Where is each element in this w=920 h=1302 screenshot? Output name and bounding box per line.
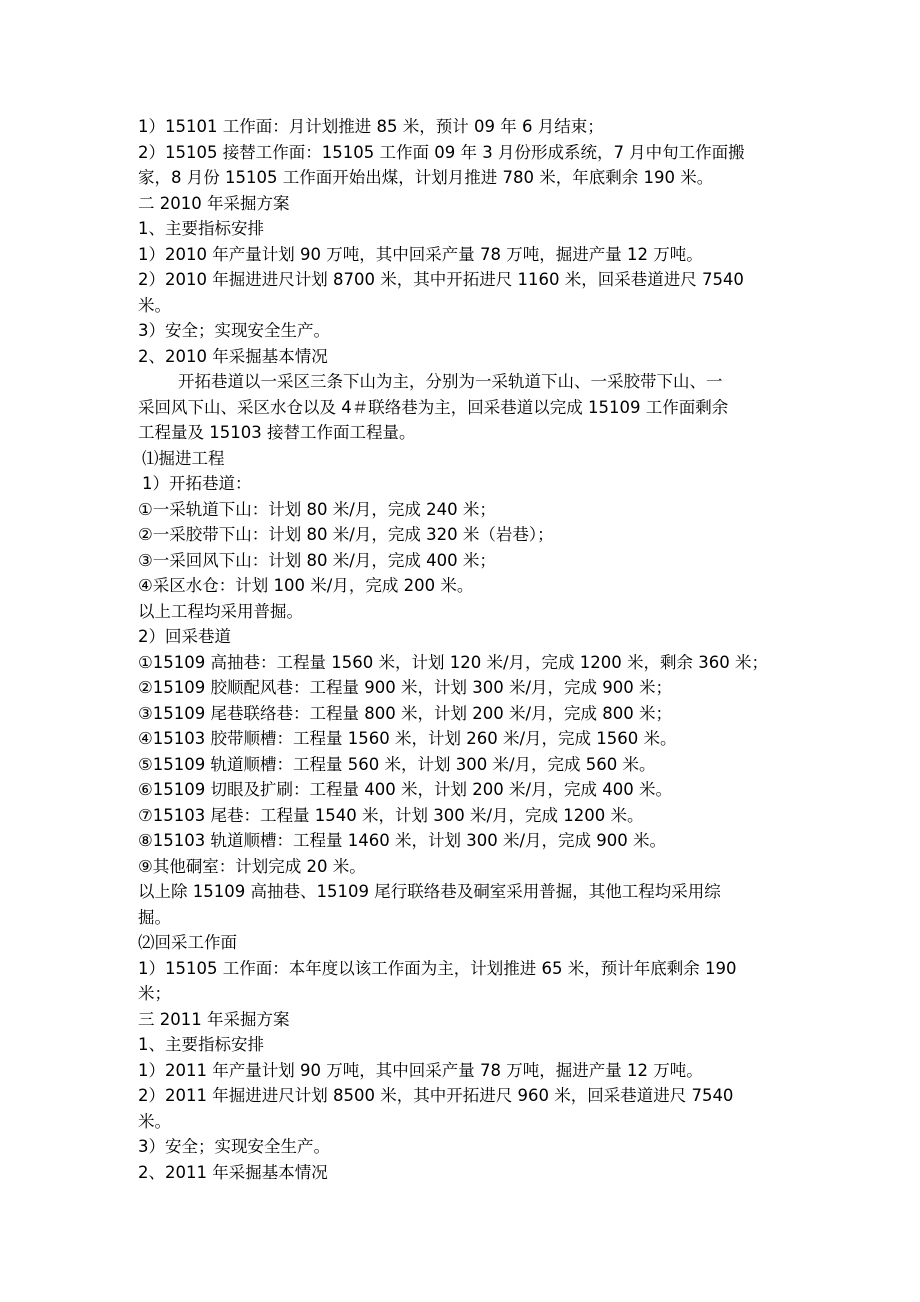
paragraph-development-roadway-a: 开拓巷道以一采区三条下山为主，分别为一采轨道下山、一采胶带下山、一	[178, 372, 723, 391]
text-line-excavation-method-b: 掘。	[138, 907, 171, 927]
text-line-footage-plan-2011-a: 2）2011 年掘进进尺计划 8500 米，其中开拓进尺 960 米，回采巷道进尺 7540	[138, 1086, 734, 1105]
subheading-mining-roadway: 2）回采巷道	[138, 627, 231, 646]
paragraph-development-roadway-c: 工程量及 15103 接替工作面工程量。	[138, 423, 416, 442]
text-line-footage-plan-2010-b: 米。	[138, 295, 171, 315]
text-line-output-plan-2010: 1）2010 年产量计划 90 万吨，其中回采产量 78 万吨，掘进产量 12 万吨。	[138, 244, 703, 264]
list-item-15109-cut-eye: ⑥15109 切眼及扩刷：工程量 400 米，计划 200 米/月，完成 400 米。	[138, 780, 673, 799]
document-body	[138, 114, 788, 1185]
list-item-water-sump: ④采区水仓：计划 100 米/月，完成 200 米。	[138, 576, 474, 595]
list-item-15109-track-gateway: ⑤15109 轨道顺槽：工程量 560 米，计划 300 米/月，完成 560 米。	[138, 754, 656, 774]
subheading-excavation-works: ⑴掘进工程	[142, 448, 225, 468]
list-item-return-air-incline: ③一采回风下山：计划 80 米/月，完成 400 米；	[138, 550, 496, 570]
subheading-basic-situation-2010: 2、2010 年采掘基本情况	[138, 346, 328, 366]
text-line-output-plan-2011: 1）2011 年产量计划 90 万吨，其中回采产量 78 万吨，掘进产量 12 万吨。	[138, 1060, 703, 1080]
text-line-work-face-15105-b: 家，8 月份 15105 工作面开始出煤，计划月推进 780 米，年底剩余 190 米。	[138, 168, 714, 187]
subheading-mining-face: ⑵回采工作面	[138, 933, 237, 952]
text-line-work-face-15105-a: 2）15105 接替工作面：15105 工作面 09 年 3 月份形成系统，7 月中旬工作面搬	[138, 142, 745, 162]
text-line-safety-2011: 3）安全；实现安全生产。	[138, 1137, 330, 1156]
text-line-safety-2010: 3）安全；实现安全生产。	[138, 321, 330, 340]
list-item-other-chambers: ⑨其他硐室：计划完成 20 米。	[138, 856, 366, 876]
list-item-15109-belt-air-roadway: ②15109 胶顺配风巷：工程量 900 米，计划 300 米/月，完成 900 米；	[138, 678, 673, 697]
list-item-15103-tail-roadway: ⑦15103 尾巷：工程量 1540 米，计划 300 米/月，完成 1200 米。	[138, 805, 644, 825]
subheading-development-roadway: 1）开拓巷道：	[142, 474, 252, 493]
list-item-track-incline: ①一采轨道下山：计划 80 米/月，完成 240 米；	[138, 499, 496, 519]
text-line-footage-plan-2010-a: 2）2010 年掘进进尺计划 8700 米，其中开拓进尺 1160 米，回采巷道进尺 7540	[138, 270, 744, 289]
text-line-footage-plan-2011-b: 米。	[138, 1111, 171, 1131]
text-line-conventional-excavation: 以上工程均采用普掘。	[138, 601, 303, 621]
subheading-main-indicators-2010: 1、主要指标安排	[138, 219, 264, 238]
subheading-main-indicators-2011: 1、主要指标安排	[138, 1035, 264, 1054]
text-line-excavation-method-a: 以上除 15109 高抽巷、15109 尾行联络巷及硐室采用普掘，其他工程均采用综	[138, 882, 721, 901]
list-item-15109-tail-connection: ③15109 尾巷联络巷：工程量 800 米，计划 200 米/月，完成 800 米；	[138, 703, 673, 723]
list-item-15109-high-drainage: ①15109 高抽巷：工程量 1560 米，计划 120 米/月，完成 1200 米，剩余 360 米；	[138, 652, 769, 672]
section-heading-2010: 二 2010 年采掘方案	[138, 193, 290, 213]
text-line-work-face-15101: 1）15101 工作面：月计划推进 85 米，预计 09 年 6 月结束；	[138, 117, 604, 136]
text-line-work-face-15105-plan-a: 1）15105 工作面：本年度以该工作面为主，计划推进 65 米，预计年底剩余 190	[138, 958, 737, 978]
list-item-belt-incline: ②一采胶带下山：计划 80 米/月，完成 320 米（岩巷）；	[138, 525, 554, 544]
list-item-15103-belt-gateway: ④15103 胶带顺槽：工程量 1560 米，计划 260 米/月，完成 1560 米。	[138, 729, 677, 748]
section-heading-2011: 三 2011 年采掘方案	[138, 1009, 290, 1029]
list-item-15103-track-gateway: ⑧15103 轨道顺槽：工程量 1460 米，计划 300 米/月，完成 900 米。	[138, 831, 667, 850]
text-line-work-face-15105-plan-b: 米；	[138, 984, 171, 1003]
subheading-basic-situation-2011: 2、2011 年采掘基本情况	[138, 1162, 328, 1182]
paragraph-development-roadway-b: 采回风下山、采区水仓以及 4＃联络巷为主，回采巷道以完成 15109 工作面剩余	[138, 397, 729, 417]
